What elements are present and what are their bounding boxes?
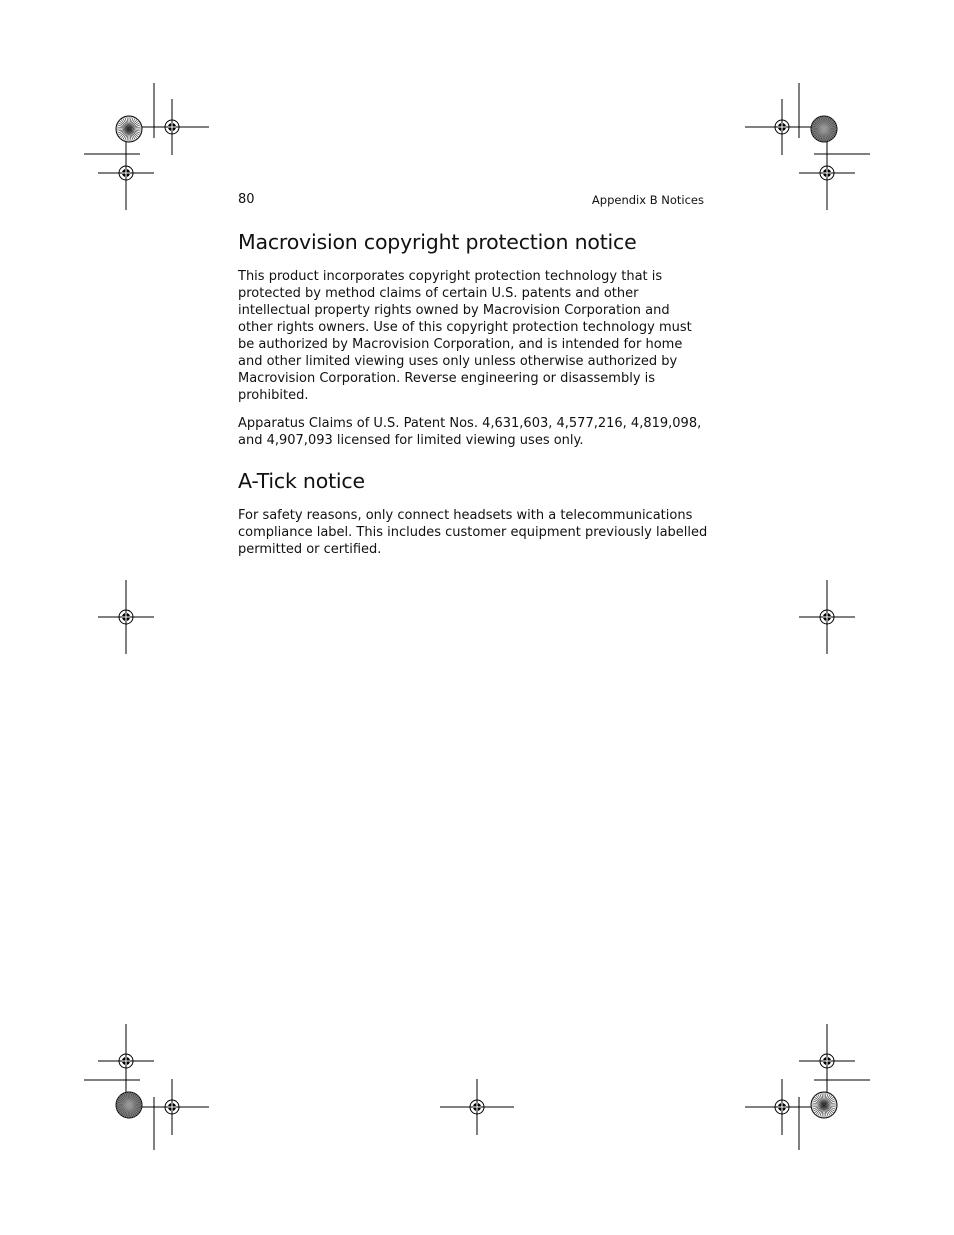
registration-target-icon: [98, 1024, 154, 1098]
registration-target-icon: [745, 99, 819, 155]
page-content: [238, 230, 708, 569]
a-tick-section: [238, 469, 708, 558]
color-starburst-icon: [116, 1092, 142, 1118]
paragraph: Apparatus Claims of U.S. Patent Nos. 4,631,603, 4,577,216, 4,819,098, and 4,907,093 licensed for limited viewing uses only.: [238, 416, 702, 448]
registration-target-icon: [440, 1079, 514, 1135]
section-heading: Macrovision copyright protection notice: [238, 230, 637, 254]
section-heading: A-Tick notice: [238, 469, 365, 493]
paragraph: This product incorporates copyright protection technology that is protected by method claims of certain U.S. patents and other intellectual property rights owned by Macrovision Corporation and other rights owners. Use of this copyright protection technology must be authorized by Macrovision Corporation, and is intended for home and other limited viewing uses only unless otherwise authorized by Macrovision Corporation. Reverse engineering or disassembly is prohibited.: [238, 269, 692, 403]
page-number: 80: [238, 192, 255, 207]
running-header: Appendix B Notices: [591, 193, 704, 207]
macrovision-section: [238, 230, 708, 449]
color-starburst-icon: [811, 116, 837, 142]
color-starburst-icon: [116, 116, 142, 142]
registration-target-icon: [135, 99, 209, 155]
registration-target-icon: [135, 1079, 209, 1135]
paragraph: For safety reasons, only connect headsets with a telecommunications compliance label. This includes customer equipment previously labelled permitted or certified.: [238, 508, 708, 557]
registration-target-icon: [799, 136, 855, 210]
registration-target-icon: [799, 580, 855, 654]
registration-target-icon: [98, 136, 154, 210]
registration-target-icon: [98, 580, 154, 654]
registration-target-icon: [745, 1079, 819, 1135]
color-starburst-icon: [811, 1092, 837, 1118]
registration-target-icon: [799, 1024, 855, 1098]
